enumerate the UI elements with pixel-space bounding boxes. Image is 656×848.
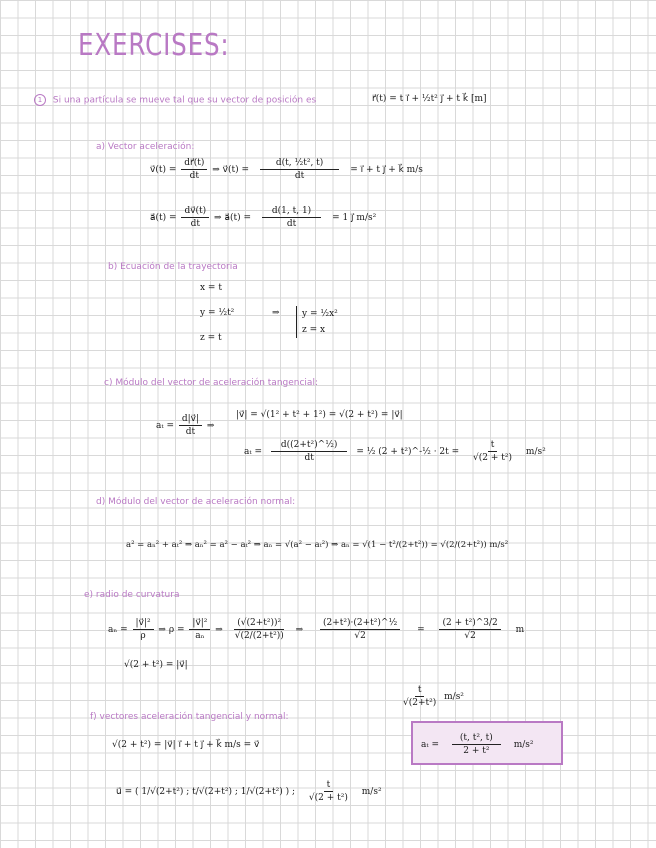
section-b-label: b) Ecuación de la trayectoria [108, 262, 238, 272]
position-vector: r⃗(t) = t i⃗ + ½t² j⃗ + t k⃗ [m] [372, 94, 487, 104]
section-c-label: c) Módulo del vector de aceleración tangencial: [104, 378, 318, 388]
param-z: z = t [200, 333, 222, 343]
section-a-label: a) Vector aceleración: [96, 142, 195, 152]
problem-statement [34, 94, 316, 106]
boxed-tangential-accel: aₜ = $\frac{\text{(t, t², t)}}{\text{2 + t²}}$ m/s² [421, 733, 534, 756]
speed-modulus: |v⃗| = √(1² + t² + 1²) = √(2 + t²) = |v⃗| [236, 410, 403, 420]
result-box [411, 721, 563, 765]
section-f-label: f) vectores aceleración tangencial y normal: [90, 712, 289, 722]
param-x: x = t [200, 283, 222, 293]
tangential-accel-def: aₜ = $\frac{d|v⃗|}{dt}$ ⇒ [156, 414, 215, 437]
velocity-vector-line: √(2 + t²) = |v⃗| i⃗ + t j⃗ + k⃗ m/s = v⃗ [112, 740, 260, 750]
acceleration-equation: a⃗(t) = $\frac{dv⃗(t)}{dt}$ ⇒ a⃗(t) = $\frac{d(1, t, 1)}{dt}$ = 1 j⃗ m/s² [150, 206, 377, 229]
problem-number: 1 [34, 94, 46, 106]
trajectory-arrow: ⇒ [272, 308, 280, 318]
page-title: EXERCISES: [78, 28, 230, 63]
tangential-accel-result: aₜ = $\frac{\text{d((2+t²)\textasciicircum{}½)}}{dt}$ = ½ (2 + t²)^-½ · 2t = $\frac{t}{\text{√(2 + t²)}}$ m/s² [244, 440, 546, 463]
tangential-magnitude-float: $\frac{t}{\text{√(2+t²)}}$ m/s² [403, 685, 464, 708]
speed-note: √(2 + t²) = |v⃗| [124, 660, 188, 670]
curvature-radius: aₙ = $\frac{\text{|v⃗|²}}{\rho}$ ⇒ ρ = $\frac{\text{|v⃗|²}}{\text{aₙ}}$ ⇒ $\frac{\text{(√(2+t²))²}}{\text{√(2/(2+t²))}}$ ⇒ $\frac{\text{(2+t²)·(2+t²)\textasciicircum{}½}}{√2}$ = $\frac{\text{(2 + t²)\textasciicircum{}3/2}}{√2}$ m [108, 618, 525, 641]
trajectory-system: y = ½x² z = x [296, 306, 338, 338]
unit-tangent-line: u⃗ = ( 1/√(2+t²) ; t/√(2+t²) ; 1/√(2+t²) ) ; $\frac{t}{\text{√(2 + t²)}}$ m/s² [116, 780, 382, 803]
section-e-label: e) radio de curvatura [84, 590, 180, 600]
param-y: y = ½t² [200, 308, 235, 318]
normal-accel-line: a² = aₙ² + aₜ² ⇒ aₙ² = a² − aₜ² ⇒ aₙ = √(a² − aₜ²) ⇒ aₙ = √(1 − t²/(2+t²)) = √(2/(2+t²)) m/s² [126, 540, 509, 550]
velocity-equation: v⃗(t) = $\frac{dr⃗(t)}{dt}$ ⇒ v⃗(t) = $\frac{\text{d(t, ½t², t)}}{dt}$ = i⃗ + t j⃗ + k⃗ m/s [150, 158, 423, 181]
problem-text: Si una partícula se mueve tal que su vector de posición es [52, 95, 317, 106]
section-d-label: d) Módulo del vector de aceleración normal: [96, 497, 296, 507]
